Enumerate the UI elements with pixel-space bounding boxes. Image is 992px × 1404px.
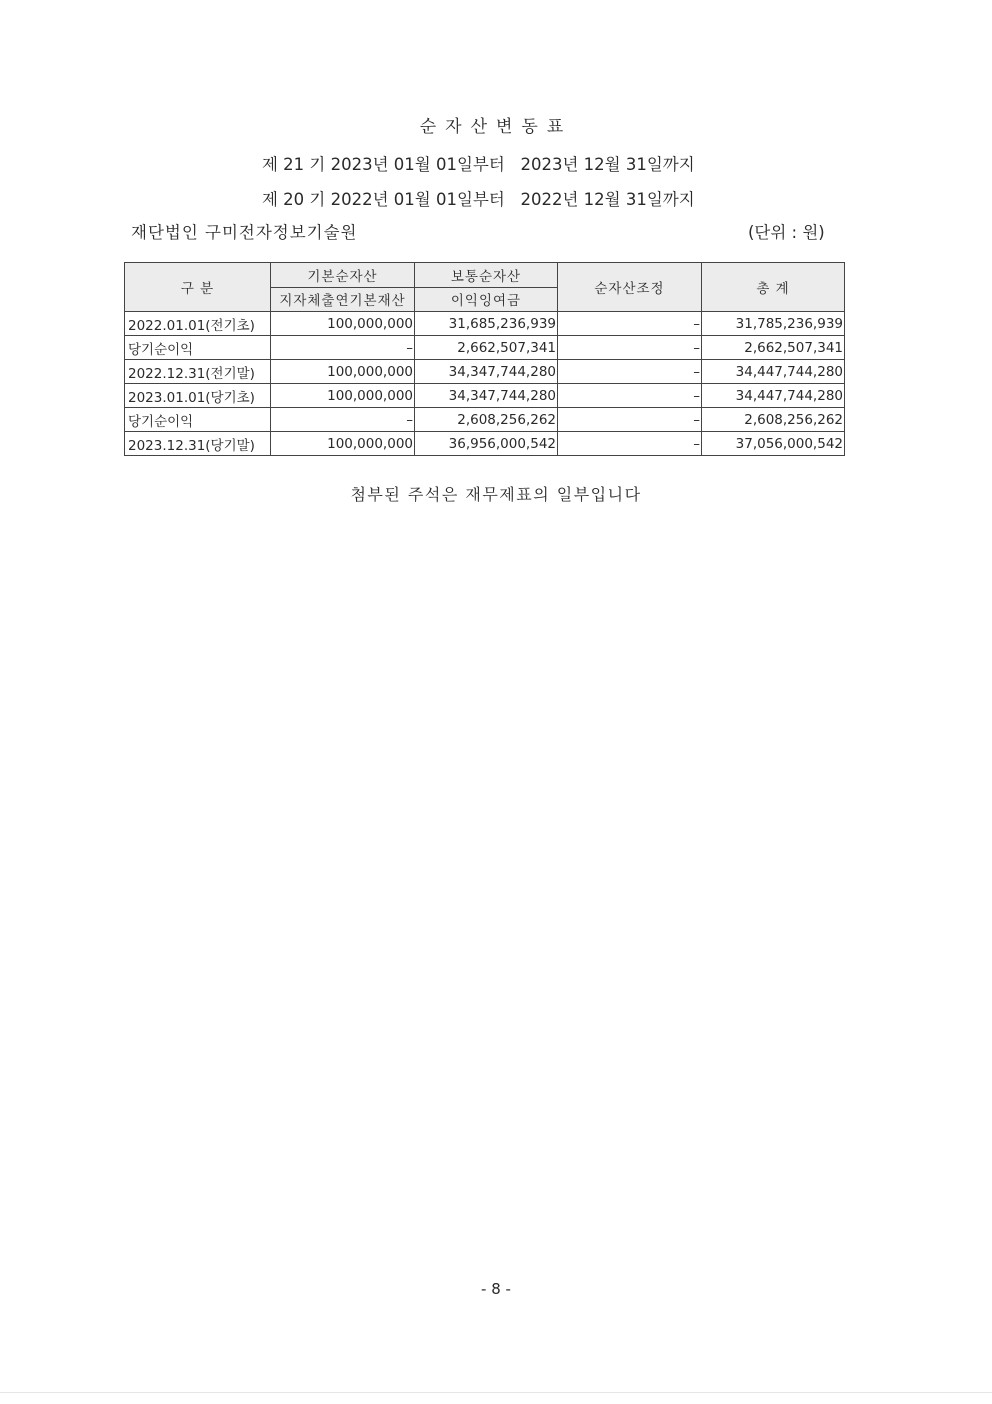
table-row (125, 384, 845, 408)
cell-total: 37,056,000,542 (702, 432, 845, 456)
cell-total: 31,785,236,939 (702, 312, 845, 336)
cell-endowment: – (271, 336, 415, 360)
row-label: 2023.01.01(당기초) (125, 384, 271, 408)
row-label: 당기순이익 (125, 336, 271, 360)
table-row (125, 360, 845, 384)
cell-endowment: 100,000,000 (271, 312, 415, 336)
footnote: 첨부된 주석은 재무제표의 일부입니다 (350, 485, 642, 504)
table-row (125, 312, 845, 336)
cell-adjustment: – (558, 336, 702, 360)
cell-retained: 2,608,256,262 (415, 408, 558, 432)
cell-adjustment: – (558, 384, 702, 408)
page-number: - 8 - (481, 1280, 511, 1298)
header-endowment: 지자체출연기본재산 (271, 287, 415, 312)
cell-adjustment: – (558, 312, 702, 336)
net-assets-table (124, 262, 845, 456)
cell-endowment: 100,000,000 (271, 360, 415, 384)
company-name: 재단법인 구미전자정보기술원 (131, 223, 358, 242)
header-adjustments: 순자산조정 (558, 263, 702, 312)
row-label: 2022.12.31(전기말) (125, 360, 271, 384)
cell-endowment: 100,000,000 (271, 432, 415, 456)
cell-retained: 36,956,000,542 (415, 432, 558, 456)
cell-total: 34,447,744,280 (702, 360, 845, 384)
cell-endowment: 100,000,000 (271, 384, 415, 408)
cell-total: 2,608,256,262 (702, 408, 845, 432)
header-basic-net-assets: 기본순자산 (271, 263, 415, 288)
header-total: 총 계 (702, 263, 845, 312)
scan-divider (0, 1392, 992, 1393)
cell-retained: 31,685,236,939 (415, 312, 558, 336)
table-row (125, 336, 845, 360)
cell-total: 34,447,744,280 (702, 384, 845, 408)
row-label: 당기순이익 (125, 408, 271, 432)
statement-title: 순자산변동표 (419, 117, 573, 137)
table-row (125, 432, 845, 456)
row-label: 2023.12.31(당기말) (125, 432, 271, 456)
cell-endowment: – (271, 408, 415, 432)
cell-adjustment: – (558, 360, 702, 384)
cell-adjustment: – (558, 432, 702, 456)
period-prior: 제 20 기 2022년 01월 01일부터 2022년 12월 31일까지 (262, 190, 695, 209)
unit-label: (단위 : 원) (748, 223, 825, 242)
cell-retained: 34,347,744,280 (415, 360, 558, 384)
row-label: 2022.01.01(전기초) (125, 312, 271, 336)
header-row-1 (125, 263, 845, 288)
cell-retained: 2,662,507,341 (415, 336, 558, 360)
cell-total: 2,662,507,341 (702, 336, 845, 360)
header-retained-earnings: 이익잉여금 (415, 287, 558, 312)
table-row (125, 408, 845, 432)
header-ordinary-net-assets: 보통순자산 (415, 263, 558, 288)
cell-retained: 34,347,744,280 (415, 384, 558, 408)
header-category: 구 분 (125, 263, 271, 312)
period-current: 제 21 기 2023년 01월 01일부터 2023년 12월 31일까지 (262, 155, 695, 174)
cell-adjustment: – (558, 408, 702, 432)
